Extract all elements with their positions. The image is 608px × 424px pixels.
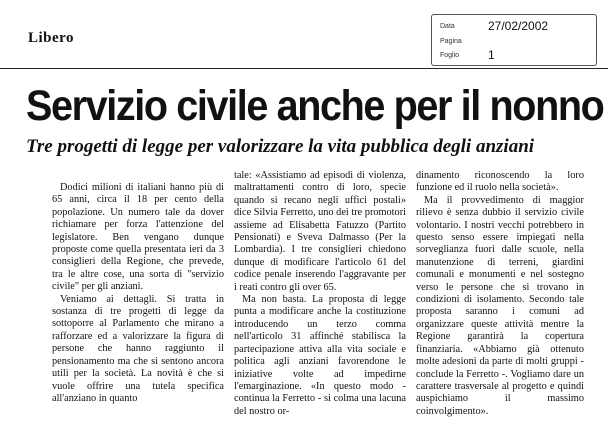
column-1-paragraph-2: Veniamo ai dettagli. Si tratta in sostanza di tre progetti di legge da sottoporre al Parlamento che mirano a rafforzare ed a valorizzare la figura di persone che hanno raggiunto il pensionamento ma che si sentono ancora utili per la società. La novità è che si vuole offrire una tutela specifica all'anziano in quanto <box>52 293 224 404</box>
column-1-paragraph-1: Dodici milioni di italiani hanno più di 65 anni, circa il 18 per cento della popolazione. Un numero tale da dover richiamare per forza l'attenzione del legislatore. Ben vengano dunque proposte come quella presentata ieri da 3 consiglieri della Regione, che prevede, tra le altre cose, una sorta di "servizio civile" per gli anziani. <box>52 182 224 293</box>
top-divider <box>0 68 608 69</box>
stamp-sheet-label: Foglio <box>440 52 460 59</box>
column-2-paragraph-2: Ma non basta. La proposta di legge punta a modificare anche la costituzione introducendo un terzo comma nell'articolo 31 affinché stabilisca la partecipazione attiva alla vita sociale e politica agli anziani favorendone le iniziative volte ad impedirne l'emarginazione. «In questo modo - continua la Ferretto - si colma una lacuna del nostro or- <box>234 294 406 417</box>
stamp-date-label: Data <box>440 23 455 30</box>
masthead-logo: Libero <box>28 30 75 46</box>
newspaper-masthead <box>28 30 74 47</box>
article-column-1 <box>52 182 224 405</box>
column-3-paragraph-1: dinamento riconoscendo la loro funzione ed il ruolo nella società». <box>416 170 584 194</box>
press-clipping-stamp <box>431 14 597 66</box>
stamp-page-label: Pagina <box>440 38 462 45</box>
stamp-date-value: 27/02/2002 <box>488 19 549 33</box>
column-3-paragraph-2: Ma il provvedimento di maggior rilievo è senza dubbio il servizio civile volontario. I nostri vecchi potrebbero in questo senso essere impiegati nella sorveglianza fuori dalle scuole, nella manutenzione di terreni, giardini comunali e monumenti e nel sostegno verso le persone che si trovano in condizioni di isolamento. Secondo tale proposta saranno i comuni ad organizzare queste attività mentre la Regione garantirà la copertura finanziaria. «Abbiamo già ottenuto molte adesioni da parte di molti gruppi - conclude la Ferretto -. Vogliamo dare un carattere trasversale al progetto e quindi auspichiamo il massimo coinvolgimento». <box>416 194 584 417</box>
stamp-sheet-row <box>440 48 592 62</box>
column-2-paragraph-1: tale: «Assistiamo ad episodi di violenza, maltrattamenti contro di loro, specie quando si recano negli uffici postali» dice Silvia Ferretto, uno dei tre promotori assieme ad Elisabetta Fatuzzo (Partito Pensionati) e Sveva Dalmasso (Per la Lombardia). I tre consiglieri chiedono dunque di modificare l'articolo 61 del codice penale inserendo l'aggravante per i reati contro gli over 65. <box>234 170 406 293</box>
stamp-sheet-value: 1 <box>488 48 495 62</box>
article-column-2 <box>234 170 406 418</box>
stamp-date-row <box>440 19 592 33</box>
article-column-3 <box>416 170 584 418</box>
stamp-page-row <box>440 34 592 48</box>
article-headline: Servizio civile anche per il nonno <box>26 82 604 130</box>
article-subheadline: Tre progetti di legge per valorizzare la vita pubblica degli anziani <box>26 136 535 157</box>
